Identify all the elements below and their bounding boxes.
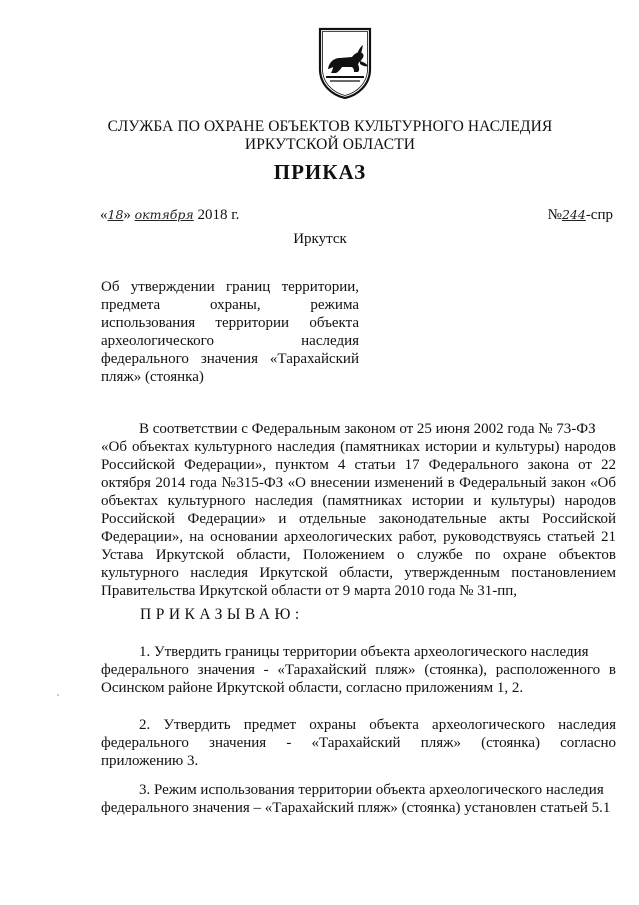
preamble-line: «Об объектах культурного наследия (памятниках истории и культуры) народов — [101, 439, 616, 455]
item-line: 1. Утвердить границы территории объекта археологического наследия — [139, 644, 589, 660]
item-line: федерального значения – «Тарахайский пляж» (стоянка) установлен статьей 5.1 — [101, 800, 611, 816]
item-line: приложению 3. — [101, 753, 199, 769]
preamble-paragraph — [101, 420, 616, 600]
item-line: Осинском районе Иркутской области, согласно приложениям 1, 2. — [101, 680, 524, 696]
order-number — [548, 207, 613, 224]
organization-name-line1: СЛУЖБА ПО ОХРАНЕ ОБЪЕКТОВ КУЛЬТУРНОГО НАСЛЕДИЯ — [107, 118, 553, 135]
item-line: федерального значения - «Тарахайский пляж» (стоянка) согласно — [101, 735, 616, 751]
subject-line: археологического наследия — [101, 333, 359, 349]
subject-line: Об утверждении границ территории, — [101, 279, 359, 295]
preamble-line: Российской Федерации», пунктом 4 статьи 17 Федерального закона от 22 — [101, 457, 616, 473]
preamble-line: Правительства Иркутской области от 9 марта 2010 года № 31-пп, — [101, 583, 517, 599]
handwritten-day: 18 — [107, 207, 124, 222]
date-quote-open: « — [100, 207, 108, 223]
order-item-3 — [101, 781, 616, 817]
item-line: федерального значения - «Тарахайский пляж» (стоянка), расположенного в — [101, 662, 616, 678]
preamble-line: объектах культурного наследия (памятниках истории и культуры) народов — [101, 493, 616, 509]
order-date — [100, 207, 239, 224]
number-suffix: -спр — [585, 207, 613, 223]
subject-line: использования территории объекта — [101, 315, 359, 331]
organization-name-line2: ИРКУТСКОЙ ОБЛАСТИ — [244, 136, 416, 153]
order-subject — [101, 278, 359, 386]
subject-line: предмета охраны, режима — [101, 297, 359, 313]
preamble-line: Устава Иркутской области, Положением о службе по охране объектов — [101, 547, 616, 563]
date-year: 2018 г. — [197, 207, 240, 223]
order-item-1 — [101, 643, 616, 697]
preamble-line: В соответствии с Федеральным законом от 25 июня 2002 года № 73-ФЗ — [139, 421, 596, 437]
subject-line: федерального значения «Тарахайский — [101, 351, 359, 367]
irkutsk-babr-emblem-icon — [316, 25, 374, 99]
number-prefix: № — [547, 207, 562, 223]
city-name: Иркутск — [293, 231, 347, 247]
subject-line: пляж» (стоянка) — [101, 369, 204, 385]
preamble-line: культурного наследия Иркутской области, утвержденным постановлением — [101, 565, 616, 581]
preamble-line: октября 2014 года №315-ФЗ «О внесении изменений в Федеральный закон «Об — [101, 475, 616, 491]
handwritten-month: октября — [134, 207, 194, 222]
scan-speck — [57, 694, 59, 696]
item-line: 3. Режим использования территории объекта археологического наследия — [139, 782, 604, 798]
handwritten-number: 244 — [561, 207, 586, 222]
preamble-line: Федерации», на основании археологических работ, руководствуясь статьей 21 — [101, 529, 616, 545]
order-directive-word: ПРИКАЗЫВАЮ: — [140, 606, 304, 623]
date-quote-close: » — [123, 207, 131, 223]
item-line: 2. Утвердить предмет охраны объекта археологического наследия — [139, 717, 616, 733]
preamble-line: Российской Федерации» и отдельные законодательные акты Российской — [101, 511, 616, 527]
order-item-2 — [101, 716, 616, 770]
document-type-title: ПРИКАЗ — [273, 160, 367, 184]
